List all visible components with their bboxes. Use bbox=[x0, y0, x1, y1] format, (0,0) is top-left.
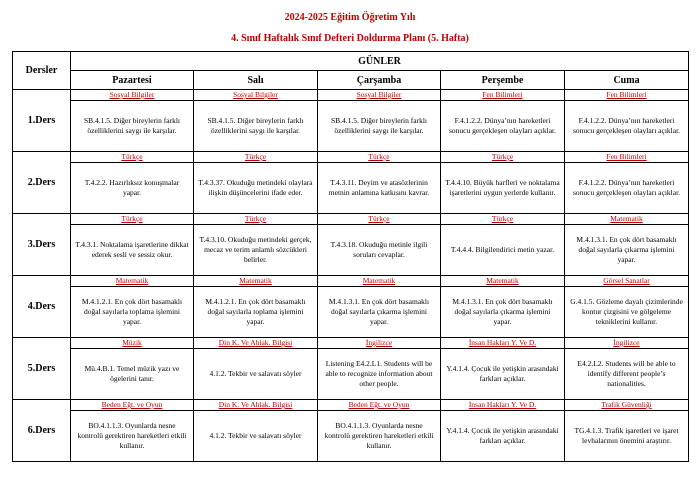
lesson-label: 5.Ders bbox=[13, 338, 71, 400]
subject-name: Türkçe bbox=[368, 152, 390, 161]
plan-cell bbox=[194, 338, 318, 400]
plan-cell bbox=[318, 400, 441, 462]
learning-outcome: SB.4.1.5. Diğer bireylerin farklı özelliklerini saygı ile karşılar. bbox=[83, 116, 181, 135]
plan-cell bbox=[318, 338, 441, 400]
plan-cell bbox=[71, 400, 194, 462]
subject-name: Türkçe bbox=[368, 214, 390, 223]
plan-cell bbox=[71, 214, 194, 276]
subject-name: Fen Bilimleri bbox=[606, 152, 647, 161]
learning-outcome: M.4.1.3.1. En çok dört basamaklı doğal sayılarla çıkarma işlemini yapar. bbox=[328, 297, 430, 326]
subject-name: İnsan Hakları Y. Ve D. bbox=[468, 338, 537, 347]
learning-outcome: Y.4.1.4. Çocuk ile yetişkin arasındaki farkları açıklar. bbox=[446, 364, 559, 383]
plan-body bbox=[13, 90, 689, 462]
learning-outcome: T.4.4.4. Bilgilendirici metin yazar. bbox=[450, 245, 555, 254]
learning-outcome: M.4.1.3.1. En çok dört basamaklı doğal sayılarla çıkarma işlemini yapar. bbox=[452, 297, 553, 326]
plan-cell bbox=[71, 152, 194, 214]
subject-name: Görsel Sanatlar bbox=[603, 276, 650, 285]
plan-cell bbox=[194, 152, 318, 214]
table-row bbox=[13, 338, 689, 400]
learning-outcome: 4.1.2. Tekbir ve salavatı söyler bbox=[209, 431, 302, 440]
plan-cell bbox=[441, 90, 565, 152]
learning-outcome: T.4.3.10. Okuduğu metindeki gerçek, mecaz ve terim anlamlı sözcükleri belirler. bbox=[199, 235, 312, 264]
lesson-label: 3.Ders bbox=[13, 214, 71, 276]
plan-cell bbox=[565, 276, 689, 338]
plan-cell bbox=[441, 276, 565, 338]
learning-outcome: 4.1.2. Tekbir ve salavatı söyler bbox=[209, 369, 302, 378]
subject-name: İnsan Hakları Y. Ve D. bbox=[468, 400, 537, 409]
subject-name: Matematik bbox=[486, 276, 519, 285]
learning-outcome: G.4.1.5. Gözleme dayalı çizimlerinde kontur çizgisini ve gölgeleme tekniklerini kullanır. bbox=[570, 297, 683, 326]
subject-name: Sosyal Bilgiler bbox=[109, 90, 155, 99]
plan-cell bbox=[71, 276, 194, 338]
plan-cell bbox=[71, 90, 194, 152]
weekly-plan-table bbox=[12, 51, 689, 462]
learning-outcome: T.4.2.2. Hazırlıksız konuşmalar yapar. bbox=[84, 178, 180, 197]
plan-cell bbox=[441, 152, 565, 214]
subject-name: İngilizce bbox=[613, 338, 640, 347]
plan-cell bbox=[194, 400, 318, 462]
learning-outcome: T.4.4.10. Büyük harfleri ve noktalama işaretlerini uygun yerlerde kullanır. bbox=[445, 178, 560, 197]
learning-outcome: E4.2.L2. Students will be able to identify different people’s nationalities. bbox=[577, 359, 676, 388]
subject-name: Matematik bbox=[239, 276, 272, 285]
plan-cell bbox=[194, 214, 318, 276]
gunler-header: GÜNLER bbox=[71, 52, 689, 71]
plan-cell bbox=[318, 90, 441, 152]
day-header-carsamba: Çarşamba bbox=[318, 71, 441, 90]
learning-outcome: T.4.3.18. Okuduğu metinle ilgili soruları cevaplar. bbox=[330, 240, 428, 259]
subject-name: Türkçe bbox=[491, 214, 514, 223]
learning-outcome: Listening E4.2.L1. Students will be able to recognize information about other people. bbox=[325, 359, 433, 388]
plan-cell bbox=[71, 338, 194, 400]
subject-name: Türkçe bbox=[244, 152, 267, 161]
day-header-persembe: Perşembe bbox=[441, 71, 565, 90]
learning-outcome: SB.4.1.5. Diğer bireylerin farklı özelliklerini saygı ile karşılar. bbox=[330, 116, 428, 135]
plan-title: 4. Sınıf Haftalık Sınıf Defteri Doldurma Planı (5. Hafta) bbox=[231, 33, 469, 44]
learning-outcome: F.4.1.2.2. Dünya’nın hareketleri sonucu gerçekleşen olayları açıklar. bbox=[448, 116, 557, 135]
plan-cell bbox=[441, 214, 565, 276]
subject-name: Fen Bilimleri bbox=[482, 90, 523, 99]
plan-cell bbox=[565, 90, 689, 152]
subject-name: Fen Bilimleri bbox=[606, 90, 647, 99]
subject-name: Matematik bbox=[115, 276, 149, 285]
subject-name: Sosyal Bilgiler bbox=[233, 90, 278, 99]
day-header-sali: Salı bbox=[194, 71, 318, 90]
subject-name: Türkçe bbox=[491, 152, 514, 161]
plan-cell bbox=[441, 400, 565, 462]
subject-name: Türkçe bbox=[121, 152, 143, 161]
subject-name: Matematik bbox=[362, 276, 396, 285]
subject-name: Trafik Güvenliği bbox=[601, 400, 652, 409]
subject-name: Matematik bbox=[610, 214, 643, 223]
subject-name: Sosyal Bilgiler bbox=[356, 90, 402, 99]
learning-outcome: Mü.4.B.1. Temel müzik yazı ve ögelerini tanır. bbox=[84, 364, 180, 383]
table-row bbox=[13, 400, 689, 462]
plan-cell bbox=[318, 214, 441, 276]
table-row bbox=[13, 276, 689, 338]
dersler-header: Dersler bbox=[13, 52, 71, 90]
table-row bbox=[13, 152, 689, 214]
year-title: 2024-2025 Eğitim Öğretim Yılı bbox=[284, 12, 416, 23]
day-header-cuma: Cuma bbox=[565, 71, 689, 90]
subject-name: Beden Eğt. ve Oyun bbox=[348, 400, 410, 409]
plan-cell bbox=[194, 90, 318, 152]
day-header-pazartesi: Pazartesi bbox=[71, 71, 194, 90]
learning-outcome: T.4.3.37. Okuduğu metindeki olaylara ilişkin düşüncelerini ifade eder. bbox=[198, 178, 313, 197]
plan-cell bbox=[194, 276, 318, 338]
lesson-label: 1.Ders bbox=[13, 90, 71, 152]
learning-outcome: T.4.3.1. Noktalama işaretlerine dikkat ederek sesli ve sessiz okur. bbox=[75, 240, 189, 259]
learning-outcome: SB.4.1.5. Diğer bireylerin farklı özelliklerini saygı ile karşılar. bbox=[207, 116, 304, 135]
lesson-label: 6.Ders bbox=[13, 400, 71, 462]
table-row bbox=[13, 214, 689, 276]
learning-outcome: BO.4.1.1.3. Oyunlarda nesne kontrolü gerektiren hareketleri etkili kullanır. bbox=[77, 421, 187, 450]
learning-outcome: BO.4.1.1.3. Oyunlarda nesne kontrolü gerektiren hareketleri etkili kullanır. bbox=[324, 421, 434, 450]
plan-cell bbox=[565, 214, 689, 276]
plan-cell bbox=[565, 338, 689, 400]
plan-cell bbox=[318, 152, 441, 214]
plan-cell bbox=[318, 276, 441, 338]
subject-name: Din K. Ve Ahlak. Bilgisi bbox=[218, 400, 293, 409]
learning-outcome: T.4.3.11. Deyim ve atasözlerinin metnin anlamına katkısını kavrar. bbox=[328, 178, 430, 197]
lesson-label: 2.Ders bbox=[13, 152, 71, 214]
subject-name: Türkçe bbox=[121, 214, 143, 223]
learning-outcome: M.4.1.2.1. En çok dört basamaklı doğal sayılarla toplama işlemini yapar. bbox=[205, 297, 306, 326]
subject-name: Müzik bbox=[122, 338, 142, 347]
plan-cell bbox=[441, 338, 565, 400]
learning-outcome: F.4.1.2.2. Dünya’nın hareketleri sonucu gerçekleşen olayları açıklar. bbox=[573, 116, 681, 135]
subject-name: Türkçe bbox=[244, 214, 267, 223]
learning-outcome: M.4.1.3.1. En çok dört basamaklı doğal sayılarla çıkarma işlemini yapar. bbox=[576, 235, 677, 264]
plan-cell bbox=[565, 400, 689, 462]
lesson-label: 4.Ders bbox=[13, 276, 71, 338]
subject-name: İngilizce bbox=[365, 338, 393, 347]
table-row bbox=[13, 90, 689, 152]
subject-name: Beden Eğt. ve Oyun bbox=[101, 400, 163, 409]
learning-outcome: F.4.1.2.2. Dünya’nın hareketleri sonucu gerçekleşen olayları açıklar. bbox=[573, 178, 681, 197]
learning-outcome: M.4.1.2.1. En çok dört basamaklı doğal sayılarla toplama işlemini yapar. bbox=[81, 297, 183, 326]
learning-outcome: Y.4.1.4. Çocuk ile yetişkin arasındaki farkları açıklar. bbox=[446, 426, 559, 445]
learning-outcome: TG.4.1.3. Trafik işaretleri ve işaret levhalarının önemini araştırır. bbox=[574, 426, 679, 445]
plan-cell bbox=[565, 152, 689, 214]
subject-name: Din K. Ve Ahlak. Bilgisi bbox=[218, 338, 293, 347]
